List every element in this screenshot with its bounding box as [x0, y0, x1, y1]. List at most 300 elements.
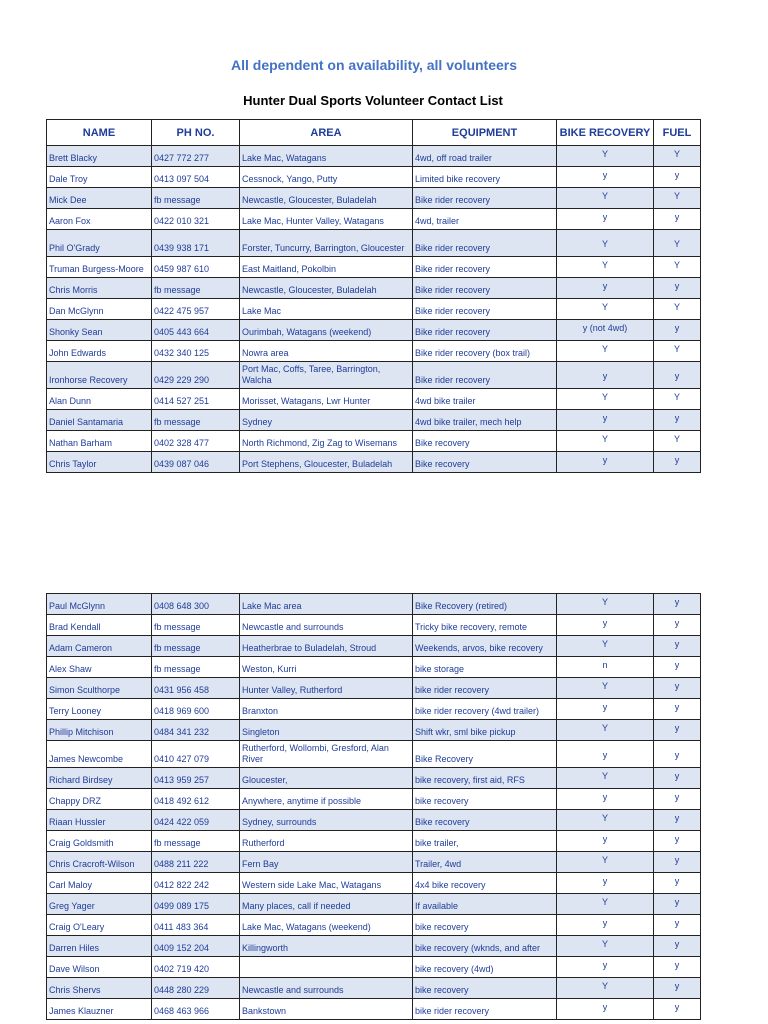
cell-bike-recovery — [557, 278, 654, 299]
cell-area: Lake Mac, Watagans — [240, 146, 413, 167]
cell-name: Dan McGlynn — [47, 299, 152, 320]
cell-name: John Edwards — [47, 341, 152, 362]
cell-fuel — [654, 999, 701, 1020]
cell-equipment: bike rider recovery (4wd trailer) — [413, 699, 557, 720]
cell-equipment: Bike rider recovery (box trail) — [413, 341, 557, 362]
cell-value: y — [674, 939, 680, 949]
cell-value: Y — [601, 344, 608, 354]
table-row — [47, 699, 701, 720]
table-row — [47, 167, 701, 188]
cell-area: Rutherford — [240, 831, 413, 852]
table-row — [47, 341, 701, 362]
cell-area: Ourimbah, Watagans (weekend) — [240, 320, 413, 341]
cell-equipment: 4x4 bike recovery — [413, 873, 557, 894]
table-row — [47, 278, 701, 299]
cell-fuel — [654, 810, 701, 831]
cell-equipment: 4wd, trailer — [413, 209, 557, 230]
cell-bike-recovery — [557, 188, 654, 209]
table-row — [47, 894, 701, 915]
table-row — [47, 188, 701, 209]
cell-bike-recovery — [557, 699, 654, 720]
table-row — [47, 978, 701, 999]
cell-phone: 0499 089 175 — [152, 894, 240, 915]
cell-value: y — [674, 723, 680, 733]
cell-value: y — [674, 960, 680, 970]
cell-area: Hunter Valley, Rutherford — [240, 678, 413, 699]
cell-bike-recovery — [557, 615, 654, 636]
cell-value: Y — [601, 855, 608, 865]
cell-equipment: Bike recovery — [413, 431, 557, 452]
cell-name: Daniel Santamaria — [47, 410, 152, 431]
cell-bike-recovery — [557, 657, 654, 678]
cell-area: Newcastle, Gloucester, Buladelah — [240, 278, 413, 299]
cell-phone: fb message — [152, 410, 240, 431]
cell-bike-recovery — [557, 720, 654, 741]
cell-fuel — [654, 230, 701, 257]
cell-fuel — [654, 278, 701, 299]
cell-area: Port Stephens, Gloucester, Buladelah — [240, 452, 413, 473]
cell-name: Mick Dee — [47, 188, 152, 209]
table-header-row — [47, 120, 701, 146]
cell-bike-recovery — [557, 146, 654, 167]
cell-bike-recovery — [557, 978, 654, 999]
cell-bike-recovery — [557, 167, 654, 188]
cell-value: n — [602, 660, 608, 670]
cell-phone: 0410 427 079 — [152, 741, 240, 768]
cell-equipment: bike recovery (wknds, and after — [413, 936, 557, 957]
cell-area: Newcastle and surrounds — [240, 615, 413, 636]
cell-value: Y — [601, 897, 608, 907]
cell-name: Phil O'Grady — [47, 230, 152, 257]
cell-phone: 0468 463 966 — [152, 999, 240, 1020]
table-row — [47, 999, 701, 1020]
table-row — [47, 230, 701, 257]
volunteer-table-1 — [46, 119, 701, 473]
cell-fuel — [654, 936, 701, 957]
header-name: NAME — [47, 120, 152, 146]
cell-value: Y — [601, 681, 608, 691]
cell-equipment: Weekends, arvos, bike recovery — [413, 636, 557, 657]
cell-equipment: Bike rider recovery — [413, 278, 557, 299]
cell-name: Chris Cracroft-Wilson — [47, 852, 152, 873]
cell-bike-recovery — [557, 594, 654, 615]
cell-name: Phillip Mitchison — [47, 720, 152, 741]
cell-bike-recovery — [557, 810, 654, 831]
cell-bike-recovery — [557, 299, 654, 320]
cell-name: Richard Birdsey — [47, 768, 152, 789]
cell-equipment: bike recovery — [413, 915, 557, 936]
cell-fuel — [654, 594, 701, 615]
cell-fuel — [654, 341, 701, 362]
cell-equipment: Shift wkr, sml bike pickup — [413, 720, 557, 741]
cell-phone: 0439 938 171 — [152, 230, 240, 257]
cell-area: Many places, call if needed — [240, 894, 413, 915]
cell-area: Lake Mac — [240, 299, 413, 320]
cell-phone: 0405 443 664 — [152, 320, 240, 341]
cell-name: Chappy DRZ — [47, 789, 152, 810]
cell-phone: 0402 328 477 — [152, 431, 240, 452]
cell-phone: 0439 087 046 — [152, 452, 240, 473]
cell-name: Dale Troy — [47, 167, 152, 188]
cell-area: Port Mac, Coffs, Taree, Barrington, Walcha — [240, 362, 413, 389]
cell-area: Lake Mac area — [240, 594, 413, 615]
cell-equipment: bike rider recovery — [413, 999, 557, 1020]
cell-equipment: Limited bike recovery — [413, 167, 557, 188]
cell-value: Y — [673, 302, 680, 312]
cell-bike-recovery — [557, 852, 654, 873]
cell-fuel — [654, 699, 701, 720]
cell-name: Darren Hiles — [47, 936, 152, 957]
cell-value: y — [602, 170, 608, 180]
cell-phone: 0431 956 458 — [152, 678, 240, 699]
cell-value: y — [674, 897, 680, 907]
table-row — [47, 389, 701, 410]
cell-area: Newcastle, Gloucester, Buladelah — [240, 188, 413, 209]
cell-area: Weston, Kurri — [240, 657, 413, 678]
cell-bike-recovery — [557, 230, 654, 257]
cell-phone: 0484 341 232 — [152, 720, 240, 741]
cell-name: Paul McGlynn — [47, 594, 152, 615]
cell-value: y — [674, 813, 680, 823]
table-row — [47, 831, 701, 852]
cell-fuel — [654, 431, 701, 452]
cell-name: Aaron Fox — [47, 209, 152, 230]
cell-name: Alan Dunn — [47, 389, 152, 410]
cell-name: Chris Taylor — [47, 452, 152, 473]
table-row — [47, 873, 701, 894]
cell-phone: 0488 211 222 — [152, 852, 240, 873]
cell-value: y — [674, 413, 680, 423]
cell-phone: fb message — [152, 188, 240, 209]
cell-value: Y — [601, 191, 608, 201]
cell-phone: 0408 648 300 — [152, 594, 240, 615]
cell-bike-recovery — [557, 362, 654, 389]
cell-area: Lake Mac, Watagans (weekend) — [240, 915, 413, 936]
cell-name: James Newcombe — [47, 741, 152, 768]
cell-phone: 0413 097 504 — [152, 167, 240, 188]
cell-fuel — [654, 257, 701, 278]
cell-bike-recovery — [557, 257, 654, 278]
cell-name: Adam Cameron — [47, 636, 152, 657]
subtitle: All dependent on availability, all volunteers — [230, 57, 518, 73]
cell-fuel — [654, 299, 701, 320]
cell-value: y — [602, 1002, 608, 1012]
cell-value: y — [602, 618, 608, 628]
cell-value: Y — [601, 434, 608, 444]
cell-bike-recovery — [557, 678, 654, 699]
cell-name: Brad Kendall — [47, 615, 152, 636]
cell-value: y — [602, 281, 608, 291]
table-row — [47, 741, 701, 768]
cell-fuel — [654, 720, 701, 741]
cell-fuel — [654, 389, 701, 410]
cell-value: y — [674, 170, 680, 180]
table-row — [47, 594, 701, 615]
cell-name: Dave Wilson — [47, 957, 152, 978]
table-row — [47, 915, 701, 936]
cell-area: Sydney, surrounds — [240, 810, 413, 831]
cell-name: Ironhorse Recovery — [47, 362, 152, 389]
cell-phone: 0418 969 600 — [152, 699, 240, 720]
cell-fuel — [654, 894, 701, 915]
cell-fuel — [654, 657, 701, 678]
cell-phone: 0448 280 229 — [152, 978, 240, 999]
cell-value: Y — [601, 723, 608, 733]
cell-phone: fb message — [152, 657, 240, 678]
table-row — [47, 789, 701, 810]
cell-bike-recovery — [557, 873, 654, 894]
cell-area: Killingworth — [240, 936, 413, 957]
cell-bike-recovery — [557, 789, 654, 810]
cell-fuel — [654, 636, 701, 657]
cell-value: y — [602, 750, 608, 760]
cell-bike-recovery — [557, 915, 654, 936]
cell-equipment: bike storage — [413, 657, 557, 678]
cell-area: Bankstown — [240, 999, 413, 1020]
cell-fuel — [654, 167, 701, 188]
table-row — [47, 257, 701, 278]
cell-equipment: bike recovery — [413, 978, 557, 999]
table-row — [47, 936, 701, 957]
cell-bike-recovery — [557, 209, 654, 230]
cell-fuel — [654, 146, 701, 167]
table-row — [47, 362, 701, 389]
cell-bike-recovery — [557, 389, 654, 410]
cell-value: y — [602, 834, 608, 844]
table-row — [47, 452, 701, 473]
table-row — [47, 768, 701, 789]
header-equipment: EQUIPMENT — [413, 120, 557, 146]
cell-value: y — [602, 792, 608, 802]
cell-area: Forster, Tuncurry, Barrington, Gloucester — [240, 230, 413, 257]
cell-phone: 0422 475 957 — [152, 299, 240, 320]
header-phone: PH NO. — [152, 120, 240, 146]
cell-value: y — [602, 413, 608, 423]
table-row — [47, 320, 701, 341]
cell-name: Shonky Sean — [47, 320, 152, 341]
cell-fuel — [654, 452, 701, 473]
cell-phone: 0427 772 277 — [152, 146, 240, 167]
cell-phone: 0424 422 059 — [152, 810, 240, 831]
cell-name: Terry Looney — [47, 699, 152, 720]
cell-equipment: Bike rider recovery — [413, 362, 557, 389]
table-row — [47, 678, 701, 699]
cell-phone: 0402 719 420 — [152, 957, 240, 978]
cell-equipment: 4wd bike trailer — [413, 389, 557, 410]
cell-bike-recovery — [557, 957, 654, 978]
cell-area: Sydney — [240, 410, 413, 431]
cell-phone: 0413 959 257 — [152, 768, 240, 789]
table-row — [47, 209, 701, 230]
cell-value: y — [602, 960, 608, 970]
table-row — [47, 410, 701, 431]
cell-bike-recovery — [557, 320, 654, 341]
cell-value: y — [674, 750, 680, 760]
header-area: AREA — [240, 120, 413, 146]
cell-equipment: Bike rider recovery — [413, 257, 557, 278]
cell-value: y — [674, 834, 680, 844]
cell-equipment: Bike Recovery — [413, 741, 557, 768]
cell-equipment: Trailer, 4wd — [413, 852, 557, 873]
cell-equipment: bike recovery (4wd) — [413, 957, 557, 978]
cell-value: y — [674, 981, 680, 991]
cell-equipment: Bike recovery — [413, 452, 557, 473]
cell-equipment: If available — [413, 894, 557, 915]
cell-equipment: Bike rider recovery — [413, 188, 557, 209]
cell-name: Chris Morris — [47, 278, 152, 299]
cell-name: Truman Burgess-Moore — [47, 257, 152, 278]
cell-bike-recovery — [557, 741, 654, 768]
cell-phone: 0412 822 242 — [152, 873, 240, 894]
cell-value: Y — [601, 392, 608, 402]
cell-value: y — [602, 918, 608, 928]
cell-value: Y — [673, 260, 680, 270]
table-row — [47, 657, 701, 678]
cell-value: y — [674, 702, 680, 712]
cell-fuel — [654, 789, 701, 810]
table-row — [47, 636, 701, 657]
cell-area: Cessnock, Yango, Putty — [240, 167, 413, 188]
cell-fuel — [654, 362, 701, 389]
cell-phone: 0422 010 321 — [152, 209, 240, 230]
cell-phone: fb message — [152, 831, 240, 852]
cell-area: Fern Bay — [240, 852, 413, 873]
cell-value: y (not 4wd) — [582, 323, 628, 333]
cell-phone: 0411 483 364 — [152, 915, 240, 936]
cell-value: Y — [601, 149, 608, 159]
cell-value: y — [674, 1002, 680, 1012]
volunteer-table-2 — [46, 593, 701, 1020]
cell-equipment: Bike Recovery (retired) — [413, 594, 557, 615]
cell-bike-recovery — [557, 431, 654, 452]
cell-equipment: bike recovery, first aid, RFS — [413, 768, 557, 789]
cell-value: Y — [601, 939, 608, 949]
cell-name: Brett Blacky — [47, 146, 152, 167]
cell-value: Y — [673, 149, 680, 159]
cell-value: y — [674, 597, 680, 607]
cell-value: y — [674, 639, 680, 649]
cell-equipment: bike recovery — [413, 789, 557, 810]
cell-value: y — [674, 281, 680, 291]
cell-equipment: bike trailer, — [413, 831, 557, 852]
cell-value: Y — [601, 302, 608, 312]
cell-phone: fb message — [152, 278, 240, 299]
cell-area: North Richmond, Zig Zag to Wisemans — [240, 431, 413, 452]
cell-value: y — [674, 618, 680, 628]
header-bike-recovery: BIKE RECOVERY — [557, 120, 654, 146]
cell-fuel — [654, 852, 701, 873]
cell-fuel — [654, 741, 701, 768]
cell-value: y — [602, 702, 608, 712]
cell-value: y — [674, 771, 680, 781]
cell-value: y — [674, 918, 680, 928]
cell-value: y — [602, 876, 608, 886]
table-row — [47, 852, 701, 873]
cell-value: y — [674, 792, 680, 802]
cell-bike-recovery — [557, 768, 654, 789]
cell-fuel — [654, 978, 701, 999]
cell-fuel — [654, 188, 701, 209]
cell-name: Craig Goldsmith — [47, 831, 152, 852]
cell-value: y — [674, 212, 680, 222]
cell-bike-recovery — [557, 452, 654, 473]
cell-area: Lake Mac, Hunter Valley, Watagans — [240, 209, 413, 230]
cell-bike-recovery — [557, 636, 654, 657]
cell-value: Y — [601, 639, 608, 649]
cell-fuel — [654, 320, 701, 341]
cell-area: Western side Lake Mac, Watagans — [240, 873, 413, 894]
cell-fuel — [654, 678, 701, 699]
cell-value: y — [674, 455, 680, 465]
cell-value: Y — [601, 239, 608, 249]
cell-name: James Klauzner — [47, 999, 152, 1020]
cell-value: Y — [673, 392, 680, 402]
cell-area: Rutherford, Wollombi, Gresford, Alan River — [240, 741, 413, 768]
cell-value: y — [674, 681, 680, 691]
cell-bike-recovery — [557, 936, 654, 957]
cell-phone: 0418 492 612 — [152, 789, 240, 810]
table-row — [47, 299, 701, 320]
cell-name: Simon Sculthorpe — [47, 678, 152, 699]
cell-equipment: Bike recovery — [413, 810, 557, 831]
cell-equipment: Bike rider recovery — [413, 320, 557, 341]
table-row — [47, 957, 701, 978]
cell-equipment: Bike rider recovery — [413, 299, 557, 320]
cell-bike-recovery — [557, 894, 654, 915]
cell-area: Singleton — [240, 720, 413, 741]
table-row — [47, 720, 701, 741]
cell-fuel — [654, 873, 701, 894]
cell-fuel — [654, 915, 701, 936]
cell-value: Y — [601, 597, 608, 607]
cell-phone: fb message — [152, 615, 240, 636]
cell-equipment: 4wd, off road trailer — [413, 146, 557, 167]
cell-fuel — [654, 410, 701, 431]
cell-value: Y — [601, 813, 608, 823]
cell-fuel — [654, 615, 701, 636]
table-row — [47, 431, 701, 452]
table-row — [47, 146, 701, 167]
header-fuel: FUEL — [654, 120, 701, 146]
cell-area: Anywhere, anytime if possible — [240, 789, 413, 810]
cell-equipment: Tricky bike recovery, remote — [413, 615, 557, 636]
cell-value: y — [674, 855, 680, 865]
cell-value: Y — [673, 434, 680, 444]
cell-phone: 0432 340 125 — [152, 341, 240, 362]
cell-bike-recovery — [557, 341, 654, 362]
cell-area: Branxton — [240, 699, 413, 720]
cell-area: Gloucester, — [240, 768, 413, 789]
cell-equipment: Bike rider recovery — [413, 230, 557, 257]
cell-fuel — [654, 831, 701, 852]
cell-value: y — [602, 212, 608, 222]
cell-area: Newcastle and surrounds — [240, 978, 413, 999]
cell-fuel — [654, 209, 701, 230]
page-title: Hunter Dual Sports Volunteer Contact List — [243, 93, 503, 108]
cell-value: Y — [601, 771, 608, 781]
cell-name: Craig O'Leary — [47, 915, 152, 936]
cell-name: Nathan Barham — [47, 431, 152, 452]
cell-phone: fb message — [152, 636, 240, 657]
cell-phone: 0414 527 251 — [152, 389, 240, 410]
cell-name: Greg Yager — [47, 894, 152, 915]
cell-value: Y — [601, 981, 608, 991]
cell-phone: 0409 152 204 — [152, 936, 240, 957]
cell-name: Carl Maloy — [47, 873, 152, 894]
cell-equipment: bike rider recovery — [413, 678, 557, 699]
cell-value: y — [602, 455, 608, 465]
cell-value: y — [674, 323, 680, 333]
